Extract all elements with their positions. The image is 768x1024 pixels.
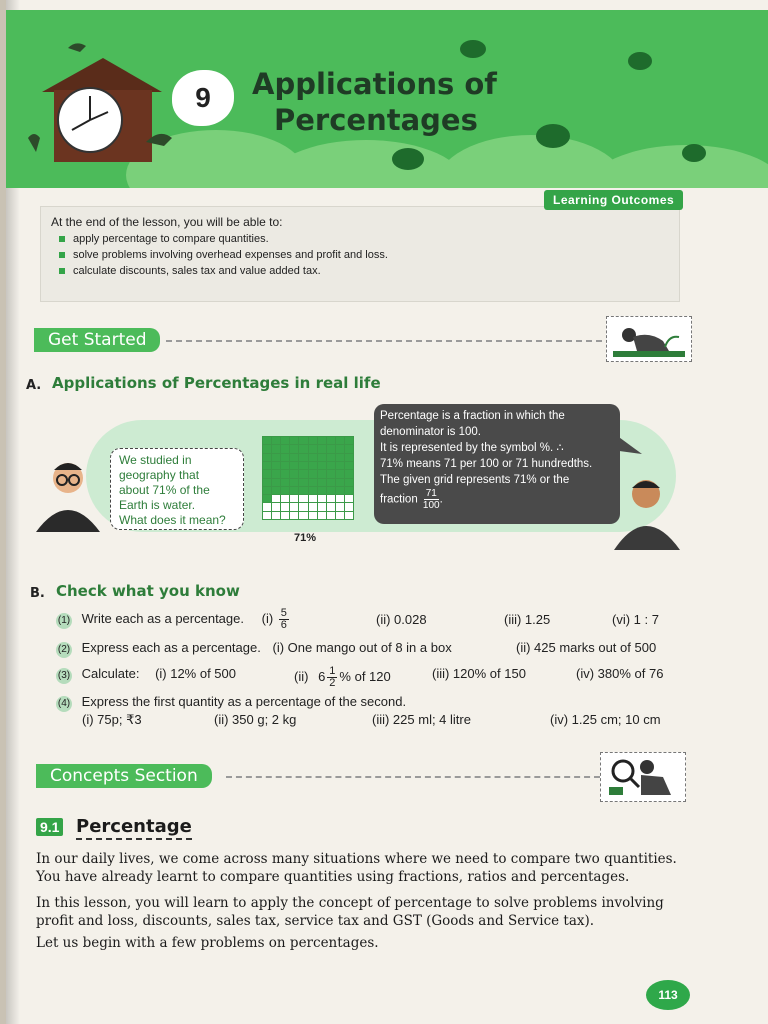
question-number: (2)	[56, 642, 72, 658]
grid-cell-empty	[309, 503, 317, 510]
grid-cell-empty	[263, 512, 271, 519]
grid-cell-filled	[336, 470, 344, 477]
grid-cell-empty	[336, 503, 344, 510]
fraction	[327, 666, 337, 689]
divider	[226, 776, 600, 778]
grid-cell-empty	[290, 495, 298, 502]
grid-cell-filled	[263, 479, 271, 486]
teacher-icon	[612, 476, 684, 554]
magnifier-search-icon	[600, 752, 686, 802]
paragraph-line: You have already learnt to compare quantities using fractions, ratios and percentages.	[36, 869, 630, 885]
grid-cell-filled	[263, 445, 271, 452]
paragraph-line: profit and loss, discounts, sales tax, service tax and GST (Goods and Service tax).	[36, 913, 595, 929]
grid-cell-filled	[290, 487, 298, 494]
subsection-number: 9.1	[36, 818, 63, 836]
grid-cell-empty	[327, 512, 335, 519]
subsection-title: Percentage	[76, 816, 192, 840]
question-part: (ii) 0.028	[376, 612, 427, 627]
grid-cell-filled	[299, 445, 307, 452]
grid-cell-filled	[263, 462, 271, 469]
fraction	[279, 608, 289, 631]
divider	[166, 340, 602, 342]
grid-cell-filled	[327, 445, 335, 452]
grid-cell-filled	[299, 462, 307, 469]
grid-cell-empty	[299, 495, 307, 502]
clock-house-icon	[28, 38, 178, 168]
leaf-icon	[680, 142, 708, 164]
grid-cell-empty	[318, 495, 326, 502]
question-text: Write each as a percentage.	[81, 610, 244, 626]
grid-cell-filled	[318, 437, 326, 444]
question-part: (iii) 225 ml; 4 litre	[372, 712, 471, 727]
question-2	[56, 640, 452, 658]
bubble-line: The given grid represents 71% or the	[380, 474, 570, 486]
grid-cell-filled	[263, 470, 271, 477]
question-part: (i) 75p; ₹3	[82, 712, 142, 727]
fraction-numerator: 71	[425, 488, 437, 499]
chapter-title-line-1: Applications of	[252, 67, 497, 101]
grid-cell-filled	[336, 487, 344, 494]
grid-cell-filled	[281, 470, 289, 477]
grid-cell-filled	[318, 479, 326, 486]
grid-cell-filled	[290, 479, 298, 486]
leaf-icon	[390, 146, 426, 172]
learning-outcome-item: solve problems involving overhead expenses and profit and loss.	[59, 249, 669, 261]
learning-outcomes-box	[40, 206, 680, 302]
grid-cell-filled	[336, 437, 344, 444]
fraction-prefix: fraction	[380, 493, 418, 506]
bubble-line: Percentage is a fraction in which the	[380, 410, 565, 422]
grid-cell-filled	[318, 445, 326, 452]
mixed-whole: 6	[318, 668, 326, 684]
grid-label: 71%	[294, 532, 317, 544]
textbook-page	[6, 0, 768, 1024]
grid-cell-filled	[272, 462, 280, 469]
grid-cell-filled	[318, 462, 326, 469]
speech-bubble-student	[110, 448, 244, 530]
fraction-numerator: 5	[280, 607, 287, 619]
grid-cell-empty	[281, 512, 289, 519]
grid-cell-filled	[336, 454, 344, 461]
grid-cell-filled	[263, 487, 271, 494]
bubble-fraction-line: fraction $\frac{71}{100}$ .	[380, 488, 443, 511]
grid-cell-empty	[290, 503, 298, 510]
grid-cell-empty	[318, 512, 326, 519]
grid-cell-empty	[336, 495, 344, 502]
grid-cell-filled	[272, 479, 280, 486]
grid-cell-filled	[290, 470, 298, 477]
question-text: Express each as a percentage.	[81, 640, 261, 655]
grid-cell-filled	[281, 487, 289, 494]
grid-cell-filled	[281, 454, 289, 461]
grid-cell-empty	[272, 503, 280, 510]
section-b-heading: Check what you know	[56, 582, 240, 600]
grid-cell-filled	[345, 445, 353, 452]
grid-cell-empty	[318, 503, 326, 510]
grid-cell-filled	[299, 470, 307, 477]
grid-cell-filled	[272, 454, 280, 461]
question-part: (i)	[261, 610, 274, 626]
grid-cell-filled	[318, 454, 326, 461]
grid-cell-empty	[345, 503, 353, 510]
grid-cell-filled	[281, 479, 289, 486]
question-1	[56, 608, 291, 631]
fraction	[423, 488, 440, 511]
question-text: Express the first quantity as a percentage of the second.	[81, 694, 407, 709]
grid-cell-filled	[345, 462, 353, 469]
leaf-icon	[626, 50, 654, 72]
grid-cell-filled	[309, 470, 317, 477]
grid-cell-filled	[327, 437, 335, 444]
grid-cell-filled	[345, 437, 353, 444]
grid-cell-filled	[309, 437, 317, 444]
section-letter-b: B.	[30, 586, 45, 601]
bubble-line: 71% means 71 per 100 or 71 hundredths.	[380, 458, 593, 470]
question-part-rest: % of 120	[339, 668, 391, 684]
chapter-number-badge: 9	[172, 70, 234, 126]
page-number: 113	[646, 980, 690, 1010]
grid-cell-filled	[309, 454, 317, 461]
paragraph-line: In our daily lives, we come across many situations where we need to compare two quantities.	[36, 851, 677, 867]
chapter-title	[252, 66, 497, 138]
question-part: (iii) 1.25	[504, 612, 551, 627]
grid-cell-filled	[345, 454, 353, 461]
grid-cell-filled	[327, 462, 335, 469]
grid-cell-filled	[290, 462, 298, 469]
grid-cell-filled	[263, 495, 271, 502]
percentage-grid	[262, 436, 354, 520]
learning-outcomes-intro: At the end of the lesson, you will be able to:	[51, 215, 283, 229]
paragraph-line: Let us begin with a few problems on percentages.	[36, 935, 379, 951]
grid-cell-empty	[290, 512, 298, 519]
chapter-banner	[6, 10, 768, 188]
question-part: (ii) 425 marks out of 500	[516, 640, 657, 655]
grid-cell-filled	[309, 462, 317, 469]
get-started-label: Get Started	[34, 328, 160, 352]
grid-cell-filled	[290, 437, 298, 444]
grid-cell-filled	[345, 470, 353, 477]
grid-cell-empty	[299, 503, 307, 510]
grid-cell-filled	[272, 470, 280, 477]
question-part: (iv) 380% of 76	[576, 666, 664, 681]
grid-cell-filled	[272, 445, 280, 452]
grid-cell-filled	[309, 445, 317, 452]
question-number: (3)	[56, 668, 72, 684]
grid-cell-empty	[345, 512, 353, 519]
grid-cell-empty	[327, 495, 335, 502]
grid-cell-filled	[327, 487, 335, 494]
question-part-label: (ii)	[294, 668, 309, 684]
question-part: (i) 12% of 500	[155, 666, 236, 681]
grid-cell-filled	[290, 445, 298, 452]
bubble-line: It is represented by the symbol %. ∴	[380, 442, 564, 454]
grid-cell-empty	[327, 503, 335, 510]
grid-cell-filled	[299, 487, 307, 494]
bubble-line: about 71% of the	[119, 483, 210, 497]
section-letter-a: A.	[26, 378, 42, 393]
grid-cell-empty	[272, 512, 280, 519]
grid-cell-filled	[272, 437, 280, 444]
grid-cell-filled	[318, 487, 326, 494]
grid-cell-empty	[299, 512, 307, 519]
paragraph-line: In this lesson, you will learn to apply the concept of percentage to solve problems involving	[36, 895, 664, 911]
question-part: (ii) 350 g; 2 kg	[214, 712, 297, 727]
bubble-line: Earth is water.	[119, 498, 196, 512]
grid-cell-empty	[336, 512, 344, 519]
question-part	[294, 666, 391, 689]
grid-cell-filled	[299, 479, 307, 486]
grid-cell-filled	[336, 445, 344, 452]
bubble-line: We studied in	[119, 453, 192, 467]
fraction-denominator: 6	[280, 619, 287, 631]
grid-cell-filled	[336, 462, 344, 469]
speech-bubble-teacher	[374, 404, 620, 524]
grid-cell-filled	[309, 487, 317, 494]
grid-cell-filled	[263, 437, 271, 444]
grid-cell-filled	[290, 454, 298, 461]
grid-cell-filled	[336, 479, 344, 486]
student-boy-icon	[32, 456, 108, 536]
grid-cell-empty	[272, 495, 280, 502]
question-text: Calculate:	[81, 666, 140, 681]
hill-decoration	[586, 145, 768, 188]
learning-outcome-item: calculate discounts, sales tax and value added tax.	[59, 265, 669, 277]
leaf-icon	[458, 38, 488, 60]
leaf-icon	[534, 122, 572, 150]
grid-cell-empty	[309, 495, 317, 502]
learning-outcome-item: apply percentage to compare quantities.	[59, 233, 669, 245]
bubble-line: What does it mean?	[119, 513, 226, 527]
grid-cell-filled	[327, 479, 335, 486]
bubble-line: geography that	[119, 468, 200, 482]
grid-cell-filled	[327, 470, 335, 477]
grid-cell-filled	[345, 487, 353, 494]
grid-cell-filled	[299, 437, 307, 444]
question-number: (1)	[56, 613, 72, 629]
bubble-line: denominator is 100.	[380, 426, 482, 438]
grid-cell-filled	[281, 445, 289, 452]
question-number: (4)	[56, 696, 72, 712]
grid-cell-empty	[263, 503, 271, 510]
grid-cell-filled	[309, 479, 317, 486]
grid-cell-empty	[281, 495, 289, 502]
question-part: (i) One mango out of 8 in a box	[272, 640, 452, 655]
concepts-section-label: Concepts Section	[36, 764, 212, 788]
question-part: (iii) 120% of 150	[432, 666, 526, 681]
bubble-tail	[612, 432, 646, 462]
grid-cell-empty	[281, 503, 289, 510]
question-3	[56, 666, 236, 684]
grid-cell-filled	[327, 454, 335, 461]
fraction-denominator: 100	[422, 500, 440, 511]
question-4	[56, 694, 406, 712]
grid-cell-filled	[281, 462, 289, 469]
grid-cell-filled	[299, 454, 307, 461]
grid-cell-empty	[345, 495, 353, 502]
grid-cell-filled	[318, 470, 326, 477]
question-part: (iv) 1.25 cm; 10 cm	[550, 712, 661, 727]
grid-cell-filled	[345, 479, 353, 486]
question-part: (vi) 1 : 7	[612, 612, 659, 627]
fraction-denominator: 2	[329, 677, 336, 689]
chapter-title-line-2: Percentages	[274, 103, 478, 137]
learning-outcomes-tag: Learning Outcomes	[544, 190, 683, 210]
grid-cell-filled	[281, 437, 289, 444]
section-a-heading: Applications of Percentages in real life	[52, 374, 381, 392]
fraction-numerator: 1	[329, 665, 336, 677]
grid-cell-empty	[309, 512, 317, 519]
plant-growing-icon	[606, 316, 692, 362]
grid-cell-filled	[263, 454, 271, 461]
grid-cell-filled	[272, 487, 280, 494]
